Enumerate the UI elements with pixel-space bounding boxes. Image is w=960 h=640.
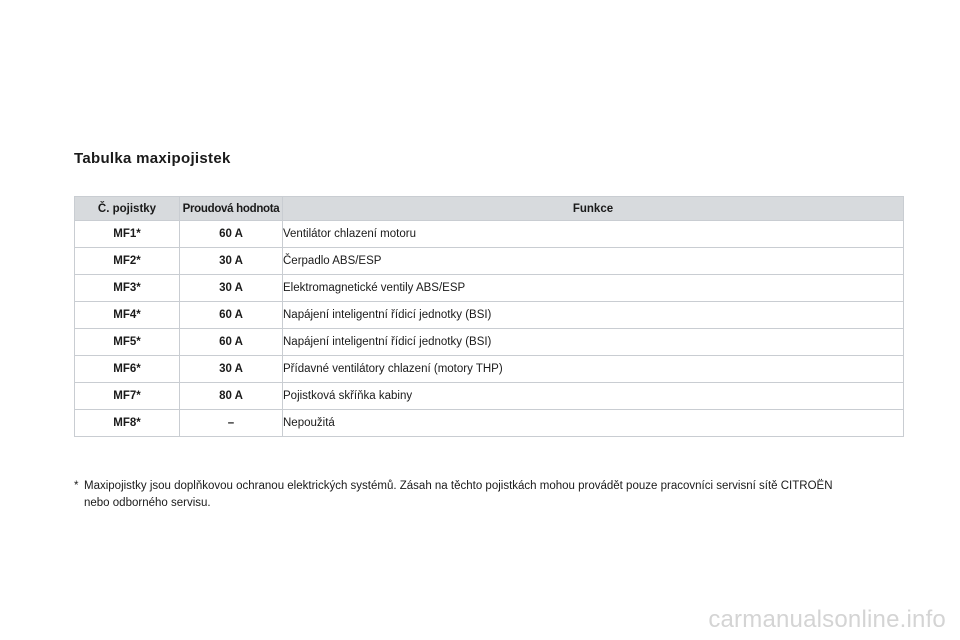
maxifuse-table <box>74 196 904 437</box>
fuse-number: MF1* <box>75 221 180 248</box>
fuse-number: MF7* <box>75 383 180 410</box>
fuse-function: Elektromagnetické ventily ABS/ESP <box>283 275 904 302</box>
fuse-amperage: 60 A <box>180 302 283 329</box>
page-title: Tabulka maxipojistek <box>74 150 231 167</box>
fuse-function: Ventilátor chlazení motoru <box>283 221 904 248</box>
fuse-function: Napájení inteligentní řídicí jednotky (BSI) <box>283 302 904 329</box>
table-row <box>75 248 904 275</box>
header-function: Funkce <box>283 197 904 221</box>
table-row <box>75 383 904 410</box>
fuse-amperage: 60 A <box>180 329 283 356</box>
header-amperage: Proudová hodnota <box>180 197 283 221</box>
fuse-function: Přídavné ventilátory chlazení (motory THP) <box>283 356 904 383</box>
fuse-amperage: 30 A <box>180 356 283 383</box>
table-header-row <box>75 197 904 221</box>
footnote-text-1: Maxipojistky jsou doplňkovou ochranou elektrických systémů. Zásah na těchto pojistkách mohou provádět pouze pracovníci servisní sítě CITROËN <box>84 480 833 492</box>
header-fuse-number: Č. pojistky <box>75 197 180 221</box>
fuse-function: Čerpadlo ABS/ESP <box>283 248 904 275</box>
fuse-amperage: 30 A <box>180 275 283 302</box>
fuse-amperage: – <box>180 410 283 437</box>
table-row <box>75 221 904 248</box>
fuse-number: MF8* <box>75 410 180 437</box>
fuse-amperage: 30 A <box>180 248 283 275</box>
footnote <box>74 478 904 512</box>
fuse-function: Nepoužitá <box>283 410 904 437</box>
fuse-number: MF2* <box>75 248 180 275</box>
footnote-marker: * <box>74 480 79 492</box>
watermark: carmanualsonline.info <box>708 606 946 633</box>
table-row <box>75 275 904 302</box>
table-row <box>75 410 904 437</box>
fuse-amperage: 80 A <box>180 383 283 410</box>
table-row <box>75 329 904 356</box>
table-row <box>75 356 904 383</box>
footnote-line-1 <box>74 478 904 495</box>
fuse-function: Pojistková skříňka kabiny <box>283 383 904 410</box>
table-row <box>75 302 904 329</box>
fuse-amperage: 60 A <box>180 221 283 248</box>
footnote-text-2: nebo odborného servisu. <box>84 497 211 509</box>
fuse-number: MF4* <box>75 302 180 329</box>
fuse-number: MF3* <box>75 275 180 302</box>
fuse-function: Napájení inteligentní řídicí jednotky (BSI) <box>283 329 904 356</box>
fuse-number: MF5* <box>75 329 180 356</box>
fuse-number: MF6* <box>75 356 180 383</box>
